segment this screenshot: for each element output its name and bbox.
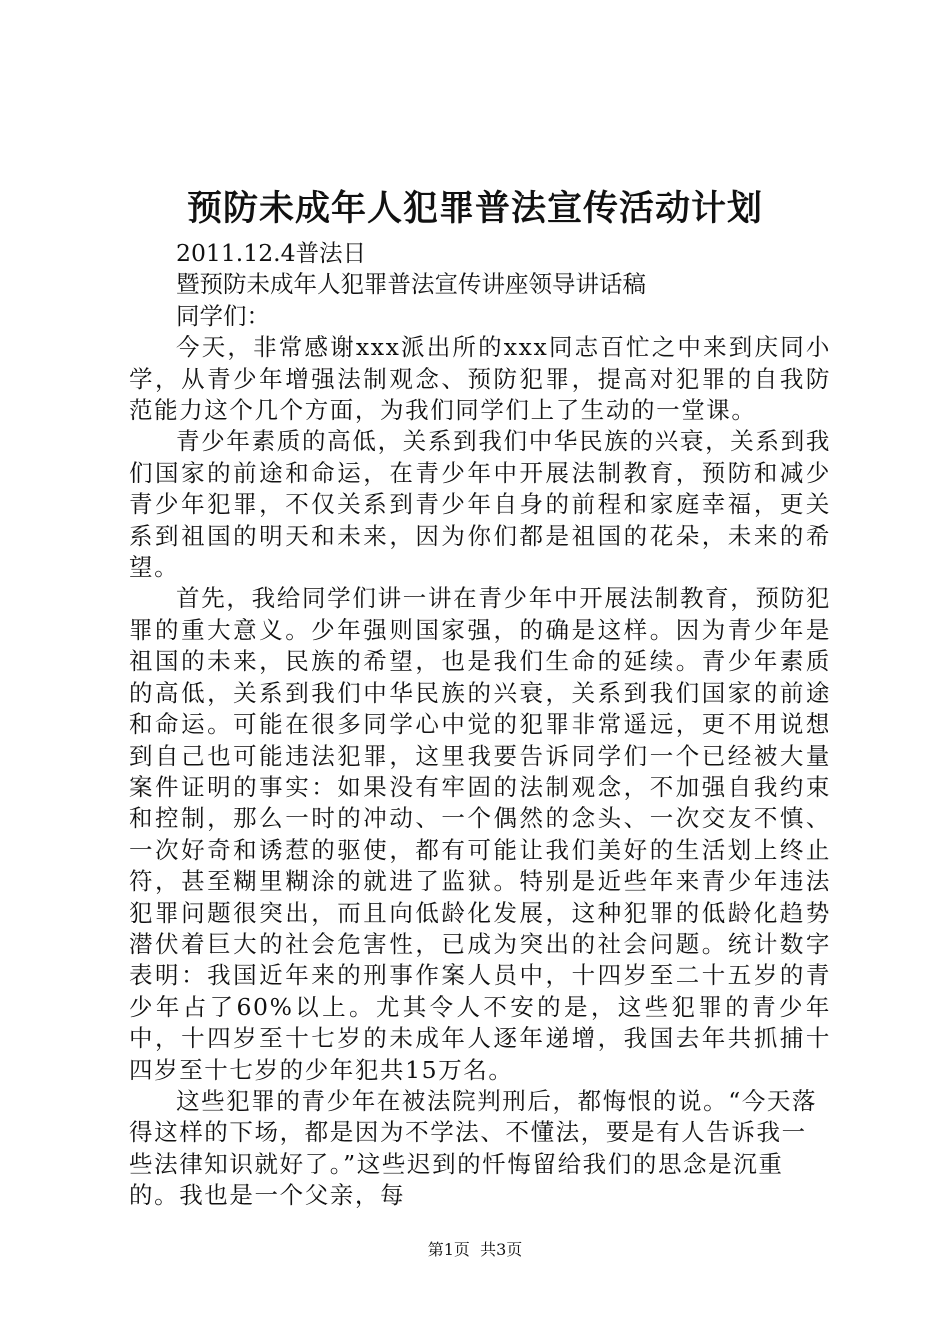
subtitle-line: 暨预防未成年人犯罪普法宣传讲座领导讲话稿 xyxy=(176,270,646,299)
page-footer: 第1页 共3页 xyxy=(427,1240,523,1259)
paragraph: 今天，非常感谢xxx派出所的xxx同志百忙之中来到庆同小学，从青少年增强法制观念、预防犯罪，提高对犯罪的自我防范能力这个几个方面，为我们同学们上了生动的一堂课。 xyxy=(129,333,831,425)
date-line: 2011.12.4普法日 xyxy=(176,239,367,267)
document-body xyxy=(129,238,831,1212)
paragraph: 首先，我给同学们讲一讲在青少年中开展法制教育，预防犯罪的重大意义。少年强则国家强，的确是这样。因为青少年是祖国的未来，民族的希望，也是我们生命的延续。青少年素质的高低，关系到我们中华民族的兴衰，关系到我们国家的前途和命运。可能在很多同学心中觉的犯罪非常遥远，更不用说想到自己也可能违法犯罪，这里我要告诉同学们一个已经被大量案件证明的事实：如果没有牢固的法制观念，不加强自我约束和控制，那么一时的冲动、一个偶然的念头、一次交友不慎、一次好奇和诱惹的驱使，都有可能让我们美好的生活划上终止符，甚至糊里糊涂的就进了监狱。特别是近些年来青少年违法犯罪问题很突出，而且向低龄化发展，这种犯罪的低龄化趋势潜伏着巨大的社会危害性，已成为突出的社会问题。统计数字表明：我国近年来的刑事作案人员中，十四岁至二十五岁的青少年占了60%以上。尤其令人不安的是，这些犯罪的青少年中，十四岁至十七岁的未成年人逐年递增，我国去年共抓捕十四岁至十七岁的少年犯共15万名。 xyxy=(129,584,831,1084)
paragraph: 青少年素质的高低，关系到我们中华民族的兴衰，关系到我们国家的前途和命运，在青少年中开展法制教育，预防和减少青少年犯罪，不仅关系到青少年自身的前程和家庭幸福，更关系到祖国的明天和未来，因为你们都是祖国的花朵，未来的希望。 xyxy=(129,427,831,582)
salutation: 同学们： xyxy=(176,301,270,330)
document-title: 预防未成年人犯罪普法宣传活动计划 xyxy=(186,188,763,229)
paragraph: 这些犯罪的青少年在被法院判刑后，都悔恨的说。“今天落得这样的下场，都是因为不学法、不懂法，要是有人告诉我一些法律知识就好了。”这些迟到的忏悔留给我们的思念是沉重的。我也是一个父亲，每 xyxy=(129,1086,818,1210)
